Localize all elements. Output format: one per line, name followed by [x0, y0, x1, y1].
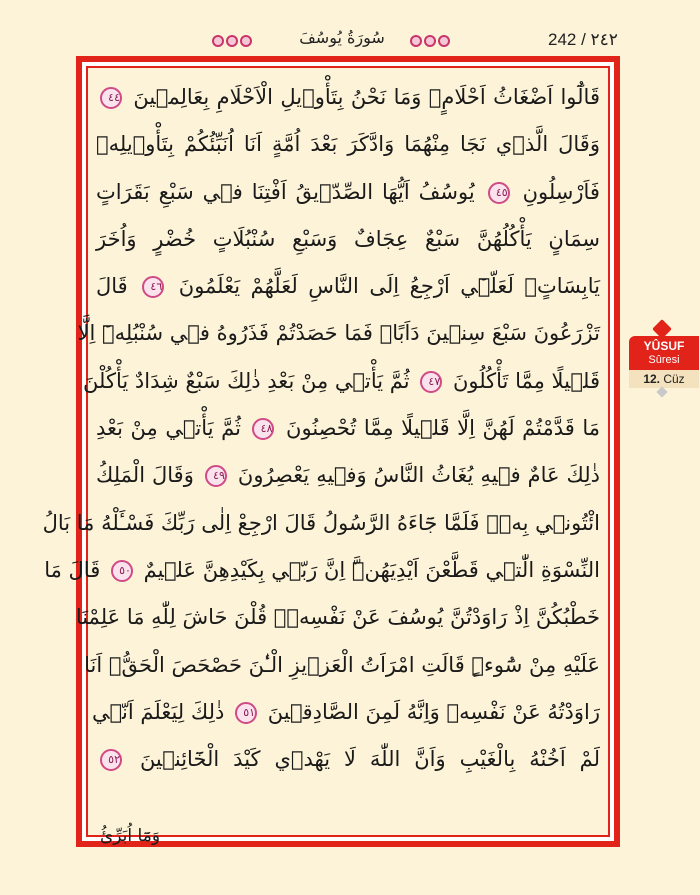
verse-text: وَقَالَ الْمَلِكُ: [96, 463, 194, 488]
verse-text: ذٰلِكَ عَامٌ فٖيهِ يُغَاثُ النَّاسُ وَفٖيهِ يَعْصِرُونَ: [237, 463, 600, 488]
ayah-number-marker: ٤٥: [488, 182, 510, 204]
verse-line: [75, 594, 600, 641]
juz-label: Cüz: [663, 372, 685, 386]
verse-text: فَاَرْسِلُونِ: [522, 179, 600, 204]
ayah-number-marker: ٥٢: [100, 749, 122, 771]
ayah-number-marker: ٤٤: [100, 87, 122, 109]
verse-text: يُوسُفُ اَيُّهَا الصِّدّٖيقُ اَفْتِنَا فٖي سَبْعِ بَقَرَاتٍ: [96, 179, 475, 204]
verse-text: تَزْرَعُونَ سَبْعَ سِنٖينَ دَاَبًاۚ فَمَا حَصَدْتُمْ فَذَرُوهُ فٖي سُنْبُلِهٖٓ اِلَّا: [77, 321, 600, 346]
surah-title: سُورَةُ يُوسُفَ: [299, 28, 385, 47]
surah-label: Sûresi: [648, 354, 680, 366]
juz-badge: [629, 370, 699, 388]
verse-text: قَالَ مَا: [44, 557, 101, 582]
verse-text: لَمْ اَخُنْهُ بِالْغَيْبِ وَاَنَّ اللّٰهَ لَا يَهْدٖي كَيْدَ الْخَٓائِنٖينَ: [139, 747, 600, 772]
surah-name: YÛSUF: [643, 339, 685, 353]
verse-text: قَلٖيلًا مِمَّا تَأْكُلُونَ: [452, 368, 600, 393]
juz-number: 12.: [643, 372, 660, 386]
verse-line: [77, 310, 600, 357]
left-ornament-icon: [212, 32, 262, 46]
verse-text: قَالُٓوا اَضْغَاثُ اَحْلَامٍۚ وَمَا نَحْنُ بِتَأْوٖيلِ الْاَحْلَامِ بِعَالِمٖينَ: [133, 85, 600, 109]
verse-text-block: [42, 74, 600, 783]
ayah-number-marker: ٥١: [235, 702, 257, 724]
verse-line: [84, 642, 600, 689]
verse-text: عَلَيْهِ مِنْ سُٓوءٍۜ قَالَتِ امْرَاَتُ الْعَزٖيزِ الْـٰٔنَ حَصْحَصَ الْحَقُّۘ اَنَا: [84, 652, 600, 677]
verse-line: [83, 358, 600, 405]
ayah-number-marker: ٥٠: [111, 560, 133, 582]
surah-name-badge: [629, 336, 699, 370]
verse-text: ذٰلِكَ لِيَعْلَمَ اَنّٖي: [91, 699, 225, 724]
verse-text: ثُمَّ يَأْتٖي مِنْ بَعْدِ ذٰلِكَ سَبْعٌ شِدَادٌ يَأْكُلْنَ: [83, 368, 410, 393]
verse-text: خَطْبُكُنَّ اِذْ رَاوَدْتُنَّ يُوسُفَ عَنْ نَفْسِهٖۜ قُلْنَ حَاشَ لِلّٰهِ مَا عَلِمْنَا: [75, 605, 600, 630]
verse-line: [96, 121, 600, 168]
surah-side-tab[interactable]: [625, 322, 700, 392]
ayah-number-marker: ٤٧: [420, 371, 442, 393]
page-number: 242 / ٢٤٢: [548, 30, 618, 49]
verse-text: مَا قَدَّمْتُمْ لَهُنَّ اِلَّا قَلٖيلًا مِمَّا تُحْصِنُونَ: [286, 416, 600, 441]
ayah-number-marker: ٤٩: [205, 465, 227, 487]
verse-line: [42, 500, 600, 547]
verse-text: ائْتُونٖي بِهٖۚ فَلَمَّا جَٓاءَهُ الرَّسُولُ قَالَ ارْجِعْ اِلٰى رَبِّكَ فَسْـَٔلْهُ مَا بَالُ: [42, 510, 600, 535]
verse-text: قَالَ: [96, 274, 128, 299]
verse-line: [96, 74, 600, 121]
verse-line: [44, 547, 600, 594]
right-ornament-icon: [410, 32, 460, 46]
verse-line: [96, 405, 600, 452]
ayah-number-marker: ٤٦: [142, 276, 164, 298]
verse-text: يَابِسَاتٍۙ لَعَلّٖٓي اَرْجِعُ اِلَى النَّاسِ لَعَلَّهُمْ يَعْلَمُونَ: [178, 274, 600, 299]
verse-line: [96, 169, 600, 216]
verse-line: [96, 736, 600, 783]
verse-text: النِّسْوَةِ الّٰتٖي قَطَّعْنَ اَيْدِيَهُنَّۜ اِنَّ رَبّٖي بِكَيْدِهِنَّ عَلٖيمٌ: [143, 557, 600, 582]
verse-text: رَاوَدْتُهُ عَنْ نَفْسِهٖ وَاِنَّهُ لَمِنَ الصَّادِقٖينَ: [267, 699, 600, 724]
verse-line: [96, 263, 600, 310]
verse-line: [96, 216, 600, 263]
page-header: [0, 28, 700, 58]
catchword: وَمَٓا اُبَرِّئُ: [100, 826, 161, 846]
diamond-icon: [656, 386, 667, 397]
verse-text: سِمَانٍ يَأْكُلُهُنَّ سَبْعٌ عِجَافٌ وَسَبْعِ سُنْبُلَاتٍ خُضْرٍ وَاُخَرَ: [96, 226, 600, 251]
ayah-number-marker: ٤٨: [252, 418, 274, 440]
verse-text: وَقَالَ الَّذٖي نَجَا مِنْهُمَا وَادَّكَرَ بَعْدَ اُمَّةٍ اَنَا اُنَبِّئُكُمْ بِتَأْوٖيلِهٖ: [96, 132, 600, 157]
verse-text: ثُمَّ يَأْتٖي مِنْ بَعْدِ: [96, 416, 241, 441]
verse-line: [96, 452, 600, 499]
verse-line: [91, 689, 600, 736]
